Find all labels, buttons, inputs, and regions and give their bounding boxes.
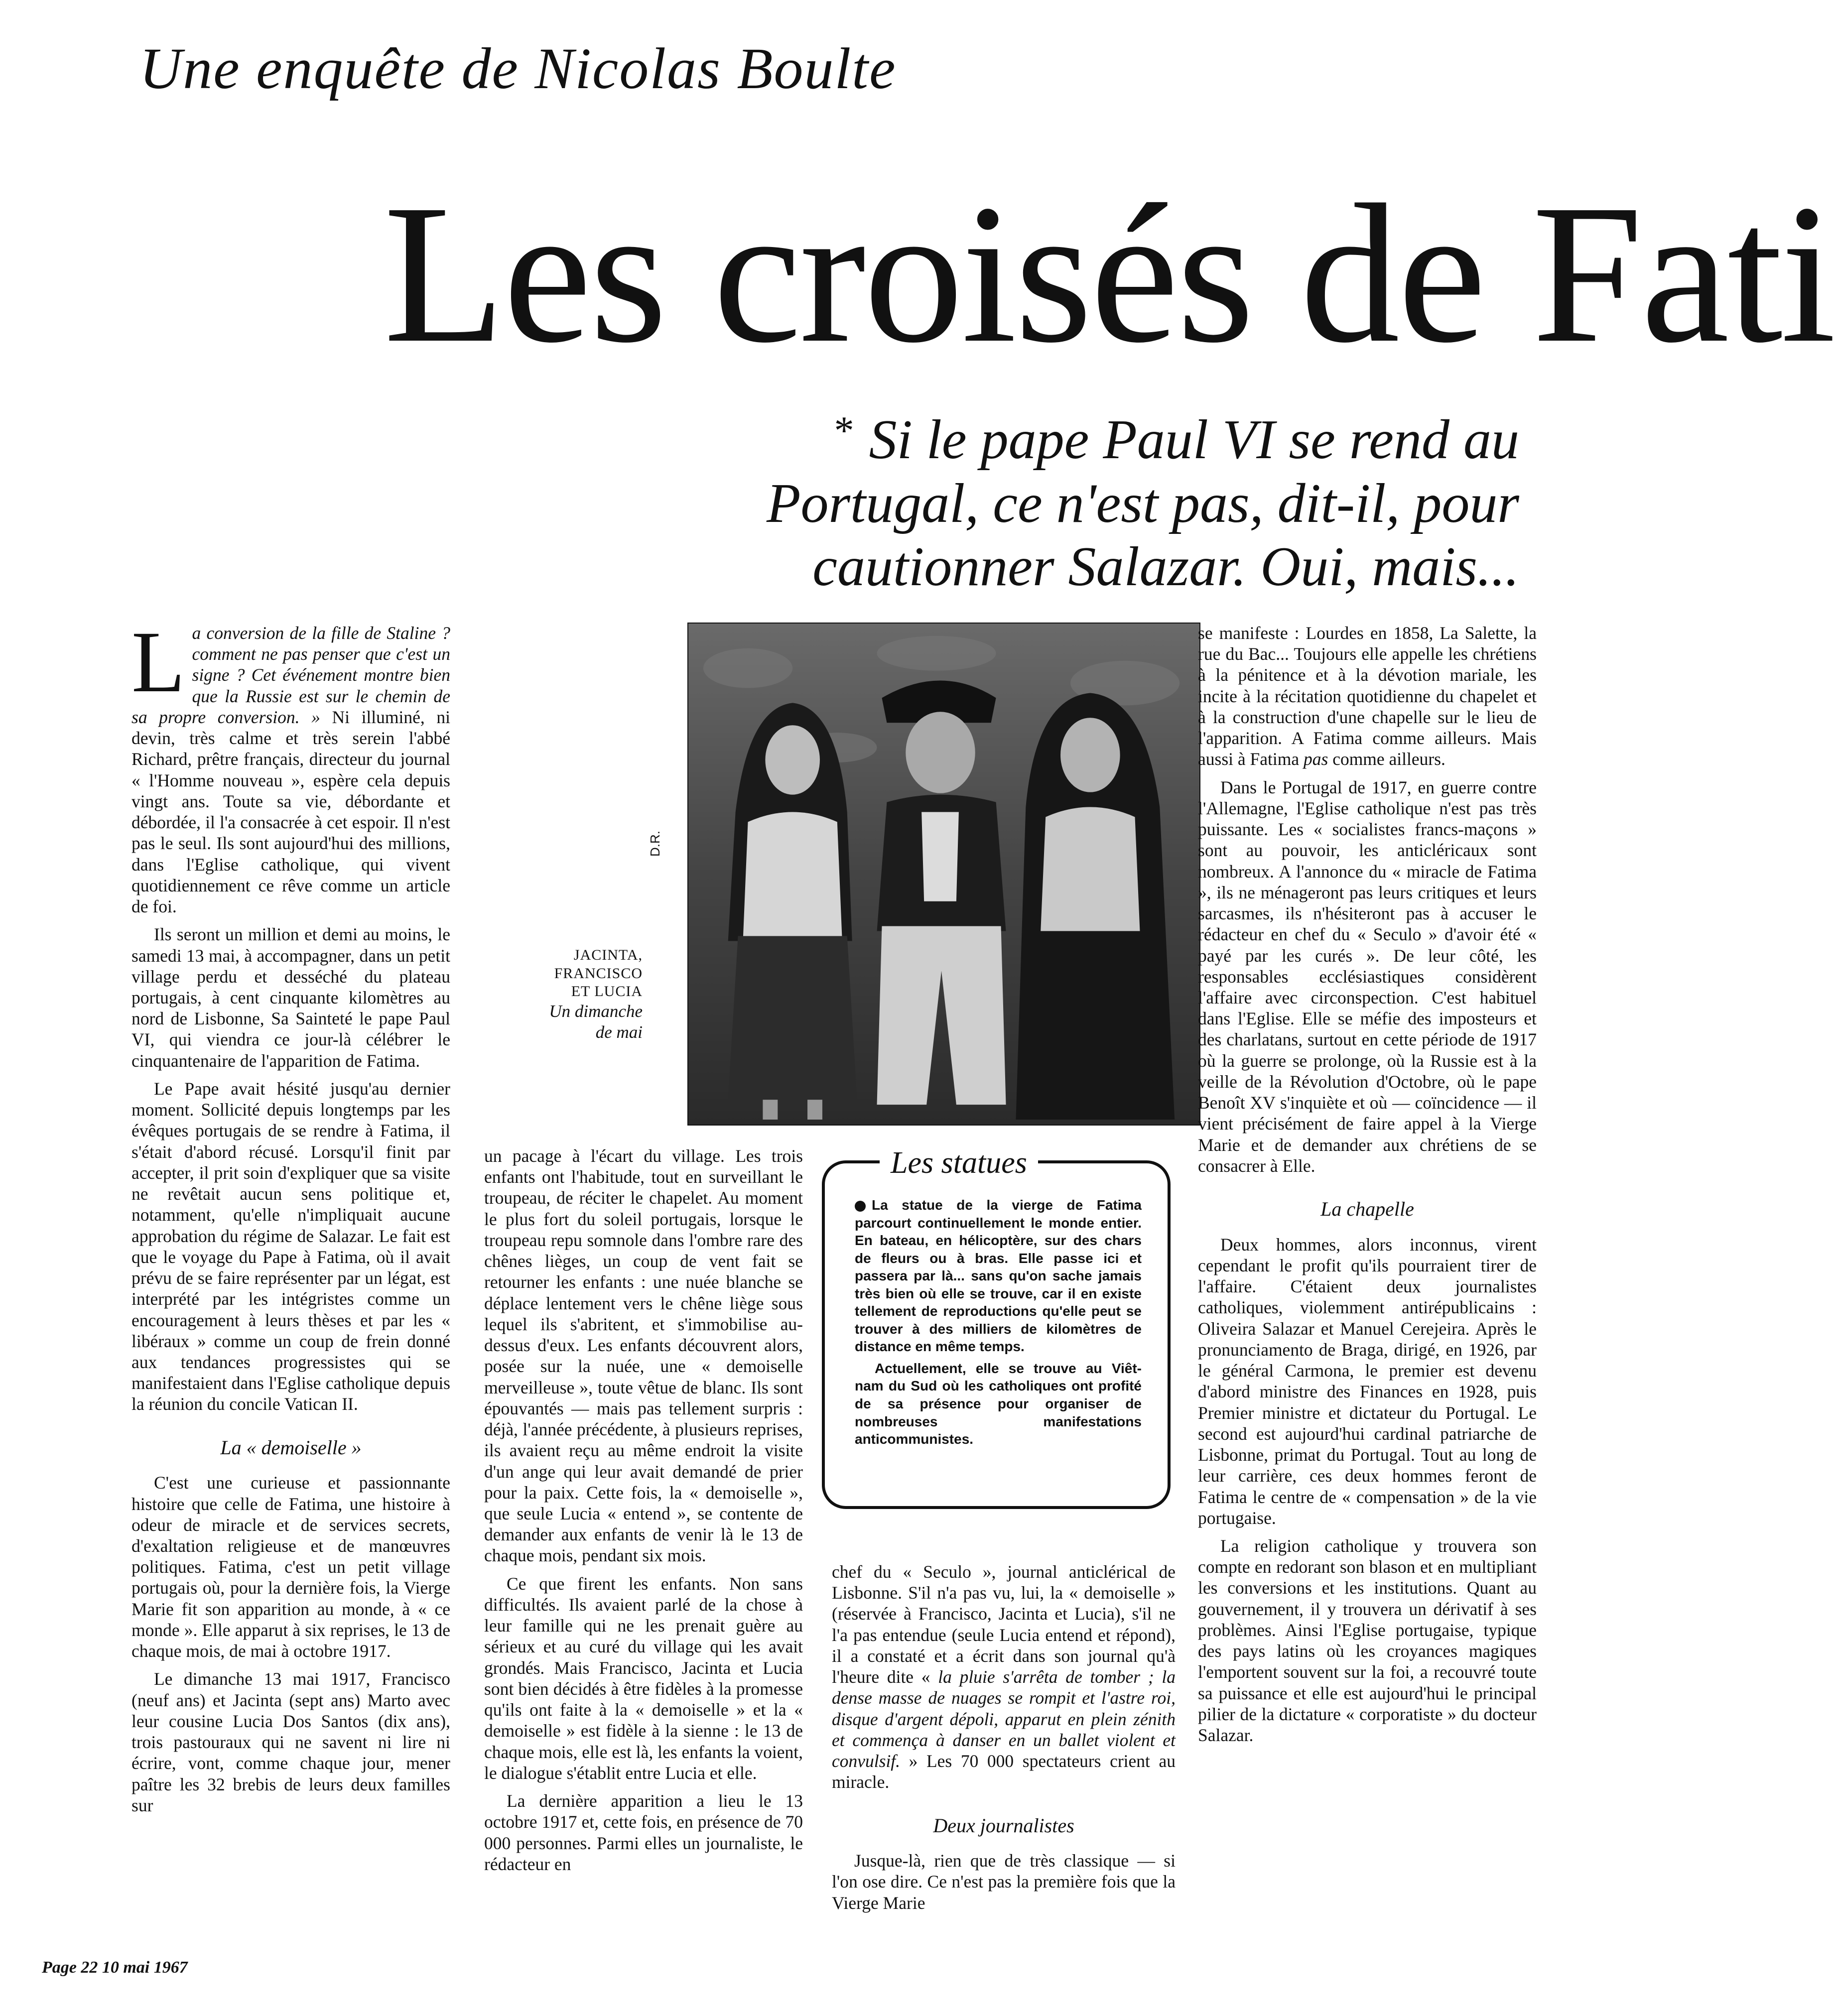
box-paragraph: Actuellement, elle se trouve au Viêt-nam du Sud où les catholiques ont profité de sa présence pour organiser de nombreuses manifestations anticommunistes. bbox=[855, 1360, 1142, 1447]
paragraph bbox=[832, 1561, 1176, 1793]
paragraph: Dans le Portugal de 1917, en guerre contre l'Allemagne, l'Eglise catholique n'est pas très puissante. Les « socialistes francs-maçons » sont au pouvoir, les anticléricaux sont nombreux. A l'annonce du « miracle de Fatima », ils ne ménageront pas leurs critiques et leurs sarcasmes, ils n'hésiteront pas à accuser le rédacteur en chef du « Seculo » d'avoir été « payé par les curés ». De leur côté, les responsables ecclésiastiques considèrent l'affaire avec circonspection. C'est habituel dans l'Eglise. Elle se méfie des imposteurs et des charlatans, surtout en cette période de 1917 où la guerre se prolonge, où la Russie est à la veille de la Révolution d'Octobre, où le pape Benoît XV s'inquiète et où — coïncidence — il vient précisément de faire appel à la Vierge Marie et de demander aux chrétiens de se consacrer à Elle. bbox=[1198, 777, 1537, 1176]
paragraph: Le dimanche 13 mai 1917, Francisco (neuf ans) et Jacinta (sept ans) Marto avec leur cousine Lucia Dos Santos (dix ans), trois pastouraux qui ne savent ni lire ni écrire, vont, comme chaque jour, mener paître les 32 brebis de leurs deux familles sur bbox=[131, 1669, 450, 1815]
lead-rest: Ni illuminé, ni devin, très calme et très serein l'abbé Richard, prêtre français, directeur du journal « l'Homme nouveau », espère cela depuis vingt ans. Toute sa vie, débordante et débordée, il l'a consacrée à cet espoir. Il n'est pas le seul. Ils sont aujourd'hui des millions, dans l'Eglise catholique, qui vivent quotidiennement ce rêve comme un article de foi. bbox=[131, 707, 450, 917]
photo-three-children bbox=[687, 623, 1200, 1126]
text-run: comme ailleurs. bbox=[1328, 749, 1445, 769]
caption-name: FRANCISCO bbox=[554, 965, 643, 982]
paragraph bbox=[1198, 623, 1537, 770]
lead-quote: a conversion de la fille de Staline ? comment ne pas penser que c'est un signe ? Cet événement montre bien que la Russie est sur le chemin de sa propre conversion. » bbox=[131, 623, 450, 727]
caption-sub: de mai bbox=[595, 1022, 643, 1042]
asterisk-icon: * bbox=[834, 409, 854, 453]
caption-name: JACINTA, bbox=[573, 947, 643, 963]
byline-kicker: Une enquête de Nicolas Boulte bbox=[139, 36, 897, 101]
photo-caption bbox=[478, 946, 643, 1043]
bullet-icon bbox=[855, 1201, 866, 1212]
column-4 bbox=[1198, 623, 1537, 1753]
paragraph: Deux hommes, alors inconnus, virent cependant le profit qu'ils pourraient tirer de l'affaire. C'étaient deux journalistes catholiques, violemment antirépublicains : Oliveira Salazar et Manuel Cerejeira. Après le pronunciamento de Braga, dirigé, en 1926, par le général Carmona, le premier est devenu d'abord ministre des Finances en 1928, puis Premier ministre et dictateur du Portugal. Le second est aujourd'hui cardinal patriarche de Lisbonne, primat du Portugal. Tout au long de leur carrière, ces deux hommes feront de Fatima le centre de « compensation » de la vie portugaise. bbox=[1198, 1234, 1537, 1528]
box-text: La statue de la vierge de Fatima parcourt continuellement le monde entier. En bateau, en hélicoptère, sur des chars de fleurs ou à bras. Elle passe ici et passera par là... sans qu'on sache jamais très bien où elle se trouve, car il en existe tellement de reproductions qu'elle peut se trouver à des milliers de kilomètres de distance en même temps. bbox=[855, 1197, 1142, 1355]
text-run: se manifeste : Lourdes en 1858, La Salette, la rue du Bac... Toujours elle appelle les chrétiens à la pénitence et à la dévotion mariale, les incite à la récitation quotidienne du chapelet et à la construction d'une chapelle sur le lieu de l'apparition. A Fatima comme ailleurs. Mais aussi à Fatima bbox=[1198, 623, 1537, 769]
drop-cap: L bbox=[131, 614, 185, 711]
paragraph: La religion catholique y trouvera son compte en redorant son blason et en multipliant les conversions et les institutions. Quant au gouvernement, il y trouvera un dérivatif à ses problèmes. Ainsi l'Eglise portugaise, typique des pays latins où les croyances magiques l'emportent souvent sur la foi, a recouvré toute sa puissance et elle est aujourd'hui le principal pilier de la dictature « corporatiste » du docteur Salazar. bbox=[1198, 1535, 1537, 1746]
caption-sub: Un dimanche bbox=[549, 1001, 643, 1021]
paragraph: Ils seront un million et demi au moins, le samedi 13 mai, à accompagner, dans un petit village perdu et desséché du plateau portugais, à cent cinquante kilomètres au nord de Lisbonne, Sa Sainteté le pape Paul VI, qui viendra ce jour-là célébrer le cinquantenaire de l'apparition de Fatima. bbox=[131, 924, 450, 1071]
quote-run: la pluie s'arrêta de tomber ; la dense masse de nuages se rompit et l'astre roi, disque d'argent dépoli, apparut en plein zénith et commença à danser en un ballet violent et convulsif. bbox=[832, 1667, 1176, 1771]
box-paragraph bbox=[855, 1196, 1142, 1356]
subhead-demoiselle: La « demoiselle » bbox=[220, 1436, 362, 1459]
paragraph: Jusque-là, rien que de très classique — si l'on ose dire. Ce n'est pas la première fois que la Vierge Marie bbox=[832, 1851, 1176, 1913]
photo-credit: D.R. bbox=[648, 831, 662, 857]
column-2 bbox=[484, 1145, 803, 1882]
caption-name: ET LUCIA bbox=[571, 983, 643, 1000]
text-run: » Les 70 000 spectateurs crient au miracle. bbox=[832, 1751, 1176, 1792]
paragraph: Ce que firent les enfants. Non sans difficultés. Ils avaient parlé de la chose à leur famille qui ne les prenait guère au sérieux et au curé du village qui les avait grondés. Mais Francisco, Jacinta et Lucia sont bien décidés à être fidèles à la promesse qu'ils ont faite à la « demoiselle » et la « demoiselle » est fidèle à la sienne : le 13 de chaque mois, elle est là, les enfants la voient, le dialogue s'établit entre Lucia et elle. bbox=[484, 1573, 803, 1783]
deck-text: Si le pape Paul VI se rend au Portugal, ce n'est pas, dit-il, pour cautionner Salazar. Oui, mais... bbox=[767, 409, 1519, 598]
photo-image bbox=[688, 624, 1199, 1125]
paragraph: C'est une curieuse et passionnante histoire que celle de Fatima, une histoire à odeur de miracle et de services secrets, d'exaltation religieuse et de manœuvres politiques. Fatima, c'est un petit village portugais où, pour la dernière fois, la Vierge Marie fit son apparition au monde, à « ce monde ». Elle apparut à six reprises, le 13 de chaque mois, de mai à octobre 1917. bbox=[131, 1473, 450, 1661]
page-folio: Page 22 10 mai 1967 bbox=[42, 1958, 188, 1977]
lead-paragraph bbox=[131, 614, 450, 917]
paragraph: un pacage à l'écart du village. Les trois enfants ont l'habitude, tout en surveillant le troupeau, de réciter le chapelet. Au moment le plus fort du soleil portugais, lorsque le troupeau repu somnole dans l'ombre rare des chênes lièges, un coup de vent fait se retourner les enfants : une nuée blanche se déplace lentement vers le chêne liège sous lequel ils s'abritent, et s'immobilise au-dessus d'eux. Les enfants découvrent alors, posée sur la nuée, une « demoiselle merveilleuse », toute vêtue de blanc. Ils sont épouvantés — mais pas tellement surpris : déjà, l'année précédente, à plusieurs reprises, ils avaient reçu au même endroit la visite d'un ange qui leur avait demandé de prier pour la paix. Cette fois, la « demoiselle », que seule Lucia « entend », se contente de demander aux enfants de venir là le 13 de chaque mois, pendant six mois. bbox=[484, 1146, 803, 1566]
emphasis-run: pas bbox=[1303, 749, 1328, 769]
subhead-deux-journalistes: Deux journalistes bbox=[933, 1814, 1074, 1837]
column-3 bbox=[832, 1561, 1176, 1920]
paragraph: La dernière apparition a lieu le 13 octobre 1917 et, cette fois, en présence de 70 000 personnes. Parmi elles un journaliste, le rédacteur en bbox=[484, 1791, 803, 1874]
deck bbox=[648, 408, 1519, 599]
headline: Les croisés de Fati bbox=[384, 163, 1834, 384]
sidebar-box-statues bbox=[822, 1146, 1171, 1509]
column-1 bbox=[131, 614, 450, 1823]
paragraph: Le Pape avait hésité jusqu'au dernier moment. Sollicité depuis longtemps par les évêques portugais de se rendre à Fatima, il s'était d'abord récusé. Lorsqu'il finit par accepter, il prit soin d'expliquer que sa visite ne revêtait aucun sens politique et, notamment, qu'elle n'impliquait aucune approbation du régime de Salazar. Le fait est que le voyage du Pape à Fatima, où il avait prévu de se faire représenter par un légat, est interprété par les intégristes comme un encouragement à leurs thèses et par les « libéraux » comme un coup de frein donné aux tendances progressistes qui se manifestaient dans l'Eglise catholique depuis la réunion du concile Vatican II. bbox=[131, 1078, 450, 1414]
subhead-chapelle: La chapelle bbox=[1320, 1198, 1414, 1221]
text-run: chef du « Seculo », journal anticlérical de Lisbonne. S'il n'a pas vu, lui, la « demoiselle » (réservée à Francisco, Jacinta et Lucia), s'il ne l'a pas entendue (seule Lucia entend et répond), il a constaté et a écrit dans son journal qu'à l'heure dite « bbox=[832, 1562, 1176, 1687]
box-title: Les statues bbox=[880, 1143, 1038, 1183]
